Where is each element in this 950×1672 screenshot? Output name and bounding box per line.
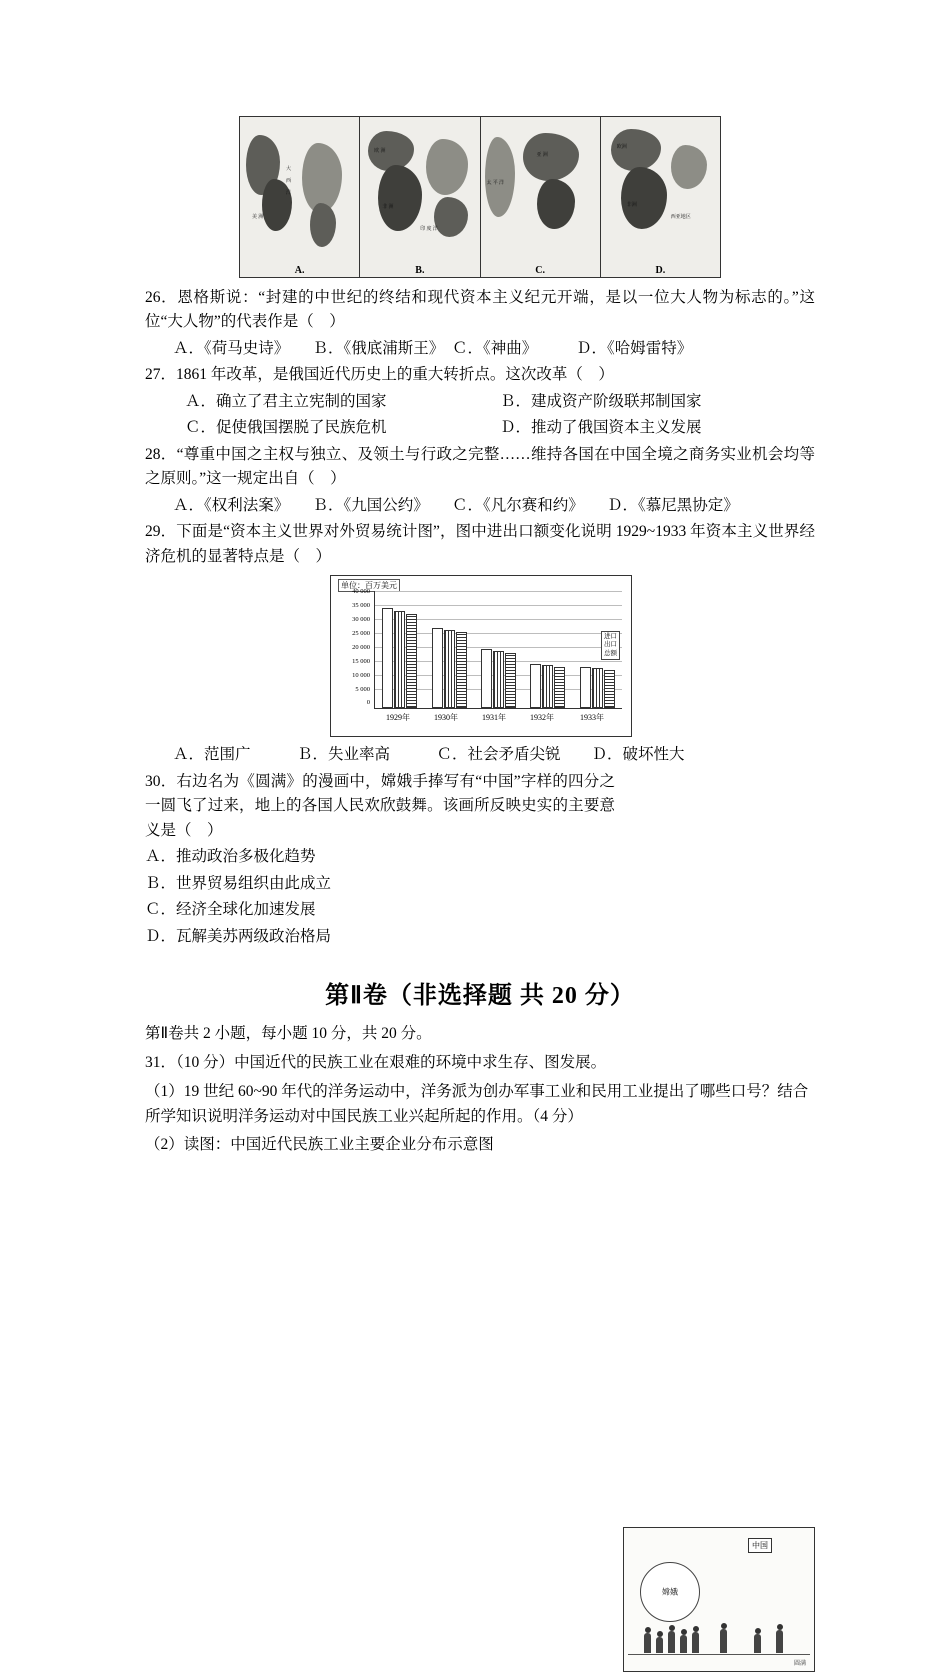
map-label-b: B. [415,265,425,276]
cartoon-figure [623,1527,815,1672]
moon-label: 嫦娥 [662,1587,678,1597]
map-label-d: D. [655,265,666,276]
question-31-head: 31．（10 分）中国近代的民族工业在艰难的环境中求生存、图发展。 [145,1054,607,1071]
q26-text: 恩格斯说：“封建的中世纪的终结和现代资本主义纪元开端，是以一位大人物为标志的。”这位“大人物”的代表作是（ ） [145,289,815,331]
q30-option-c: Ｃ．经济全球化加速发展 [145,901,316,919]
chart-plot-area [374,591,622,709]
question-29-stem [145,520,815,569]
chart-ytick-40000: 40 000 [352,588,370,596]
moon-circle-icon [640,1562,700,1622]
cartoon-signature: 圆满 [793,1660,806,1667]
question-31-part-2: （2）读图：中国近代民族工业主要企业分布示意图 [145,1136,494,1154]
q27-number: 27． [145,366,177,384]
q27-option-a: Ａ．确立了君主立宪制的国家 [185,392,387,410]
map-label-a: A. [294,265,305,276]
section-2-title: 第Ⅱ卷（非选择题 共 20 分） [325,983,635,1010]
chart-ytick-30000: 30 000 [352,616,370,624]
q27-option-b: Ｂ．建成资产阶级联邦制国家 [500,392,702,410]
chart-group-1933 [580,667,615,708]
chart-ytick-20000: 20 000 [352,644,370,652]
chart-xtick-1929: 1929年 [386,713,410,723]
chart-group-1930 [432,628,467,708]
chart-group-1929 [382,608,417,708]
question-28-stem [145,443,815,492]
question-27-stem [145,363,815,387]
chart-legend-total: 总额 [604,649,617,657]
chart-ytick-0: 0 [366,699,370,707]
q27-text: 1861 年改革，是俄国近代历史上的重大转折点。这次改革（ ） [176,366,614,384]
chart-xtick-1930: 1930年 [434,713,458,723]
map-label-c: C. [535,265,545,276]
question-31-part-1: （1）19 世纪 60~90 年代的洋务运动中，洋务派为创办军事工业和民用工业提出了哪些口号？结合所学知识说明洋务运动对中国民族工业兴起所起的作用。（4 分） [145,1082,809,1125]
chart-legend-export: 出口 [604,641,617,649]
chart-legend-import: 进口 [604,633,617,641]
q30-option-a: Ａ．推动政治多极化趋势 [145,848,316,866]
chart-xtick-1932: 1932年 [530,713,554,723]
question-29-options: Ａ．范围广 Ｂ．失业率高 Ｃ．社会矛盾尖锐 Ｄ．破坏性大 [173,746,685,764]
map-strip-figure [145,116,815,278]
q27-option-d: Ｄ．推动了俄国资本主义发展 [500,419,702,437]
q28-text: “尊重中国之主权与独立、及领土与行政之完整……维持各国在中国全境之商务实业机会均等之原则。”这一规定出自（ ） [145,445,815,488]
chart-legend [601,631,620,659]
question-27-options-row-2 [145,416,815,440]
chart-bars [375,591,622,708]
q30-number: 30． [145,772,177,790]
map-option-d: 欧洲 非洲 西亚地区 D. [601,117,720,277]
chart-ytick-35000: 35 000 [352,602,370,610]
map-option-c: 太 平 洋 亚 洲 C. [481,117,601,277]
map-strip [239,116,721,278]
chart-ytick-10000: 10 000 [352,672,370,680]
q29-number: 29． [145,523,177,541]
chart-unit-label: 单位：百万美元 [338,579,400,592]
q29-text: 下面是“资本主义世界对外贸易统计图”，图中进出口额变化说明 1929~1933 年资本主义世界经济危机的显著特点是（ ） [145,523,815,565]
q27-option-c: Ｃ．促使俄国摆脱了民族危机 [185,419,387,437]
q30-option-b: Ｂ．世界贸易组织由此成立 [145,874,332,892]
chart-xtick-1933: 1933年 [580,713,604,723]
question-28-options: Ａ．《权利法案》 Ｂ．《九国公约》 Ｃ．《凡尔赛和约》 Ｄ．《慕尼黑协定》 [173,496,739,514]
q28-number: 28． [145,445,177,463]
chart-ytick-15000: 15 000 [352,658,370,666]
map-option-b: 欧 洲 非 洲 印 度 洋 B. [360,117,480,277]
chart-group-1932 [530,664,565,708]
chart-group-1931 [481,649,516,708]
question-30-stem [145,770,615,843]
question-26-options: Ａ．《荷马史诗》 Ｂ．《俄底浦斯王》 Ｃ．《神曲》 Ｄ．《哈姆雷特》 [173,339,693,357]
trade-chart [330,575,630,735]
q30-text: 右边名为《圆满》的漫画中，嫦娥手捧写有“中国”字样的四分之一圆飞了过来，地上的各国人民欢欣鼓舞。该画所反映史实的主要意义是（ ） [145,772,615,839]
page-content [145,110,815,1667]
q30-option-d: Ｄ．瓦解美苏两级政治格局 [145,927,332,945]
china-piece-label: 中国 [748,1538,772,1553]
map-option-a: 大 西 洋 美 洲 A. [240,117,360,277]
question-27-options-row-1 [145,390,815,414]
q26-number: 26． [145,289,178,306]
ground-line [628,1654,810,1655]
question-30-text-block [145,770,615,949]
trade-chart-figure [145,575,815,735]
chart-xtick-1931: 1931年 [482,713,506,723]
chart-ytick-25000: 25 000 [352,630,370,638]
chart-ytick-5000: 5 000 [355,686,370,694]
question-26-stem [145,286,815,335]
section-2-intro: 第Ⅱ卷共 2 小题，每小题 10 分，共 20 分。 [145,1025,432,1043]
